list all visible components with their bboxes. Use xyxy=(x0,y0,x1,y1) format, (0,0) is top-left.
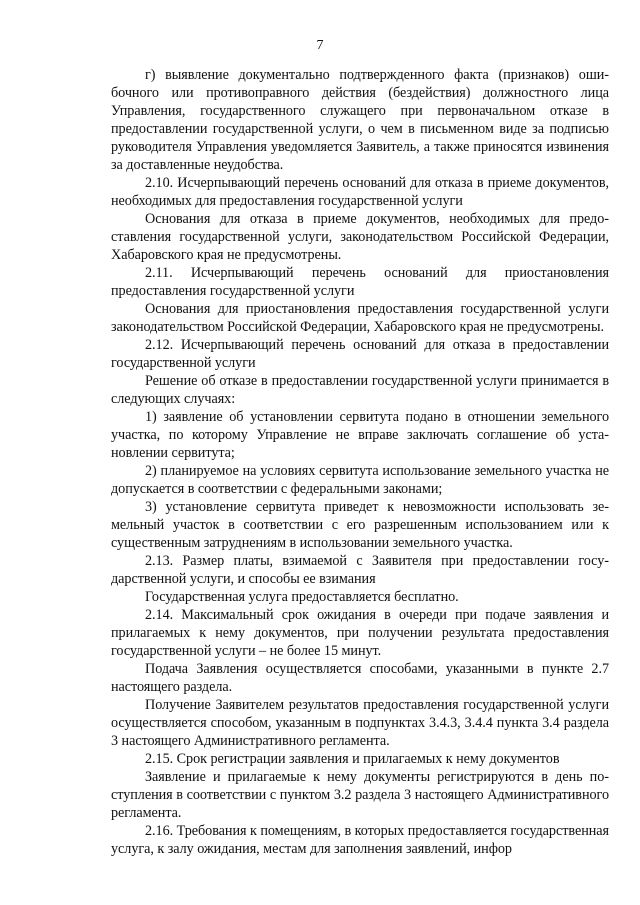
section-2-12-item-3: 3) установление сервитута приведет к невозможности использовать земельный участок в соответствии с его разрешенным использованием или к существенным затруднениям в использовании земельного участка. xyxy=(111,499,609,551)
section-2-15-text: Заявление и прилагаемые к нему документы регистрируются в день поступления в соответствии с пунктом 3.2 раздела 3 настоящего Административного регламента. xyxy=(111,769,609,821)
section-2-12-item-1: 1) заявление об установлении сервитута подано в отношении земельного участка, по которому Управление не вправе заключать соглашение об установлении сервитута; xyxy=(111,409,609,461)
section-2-13-text: Государственная услуга предоставляется бесплатно. xyxy=(145,589,459,605)
section-2-12-intro: Решение об отказе в предоставлении государственной услуги принимается в следующих случаях: xyxy=(111,373,609,407)
section-2-12-heading: 2.12. Исчерпывающий перечень оснований для отказа в предоставлении государственной услуги xyxy=(111,337,609,371)
section-2-11-text: Основания для приостановления предоставления государственной услуги законодательством Российской Федерации, Хабаровского края не предусмотрены. xyxy=(111,301,609,335)
section-2-12-item-2: 2) планируемое на условиях сервитута использование земельного участка не допускается в соответствии с федеральными законами; xyxy=(111,463,609,497)
section-2-14-heading: 2.14. Максимальный срок ожидания в очереди при подаче заявления и прилагаемых к нему документов, при получении результата предоставления государственной услуги – не более 15 минут. xyxy=(111,607,609,659)
section-2-14-text-receipt: Получение Заявителем результатов предоставления государственной услуги осуществляется способом, указанным в подпунктах 3.4.3, 3.4.4 пункта 3.4 раздела 3 настоящего Административного регламента. xyxy=(111,697,609,749)
section-2-16-heading: 2.16. Требования к помещениям, в которых предоставляется государственная услуга, к залу ожидания, местам для заполнения заявлений, инфор xyxy=(111,823,609,857)
section-2-15-heading: 2.15. Срок регистрации заявления и прилагаемых к нему документов xyxy=(145,751,560,767)
section-2-10-heading: 2.10. Исчерпывающий перечень оснований для отказа в приеме документов, необходимых для предоставления государственной услуги xyxy=(111,175,609,209)
section-2-13-heading: 2.13. Размер платы, взимаемой с Заявителя при предоставлении государственной услуги, и способы ее взимания xyxy=(111,553,609,587)
document-body xyxy=(111,66,609,858)
section-2-10-text: Основания для отказа в приеме документов, необходимых для предоставления государственной услуги, законодательством Российской Федерации, Хабаровского края не предусмотрены. xyxy=(111,211,609,263)
section-2-11-heading: 2.11. Исчерпывающий перечень оснований для приостановления предоставления государственной услуги xyxy=(111,265,609,299)
page-number: 7 xyxy=(316,38,324,53)
section-2-14-text-submission: Подача Заявления осуществляется способами, указанными в пункте 2.7 настоящего раздела. xyxy=(111,661,609,695)
paragraph-item-g-refusal-error: г) выявление документально подтвержденного факта (признаков) ошибочного или противоправного действия (бездействия) должностного лица Управления, государственного служащего при первоначальном отказе в предоставлении государственной услуги, о чем в письменном виде за подписью руководителя Управления уведомляется Заявитель, а также приносятся извинения за доставленные неудобства. xyxy=(111,67,609,173)
